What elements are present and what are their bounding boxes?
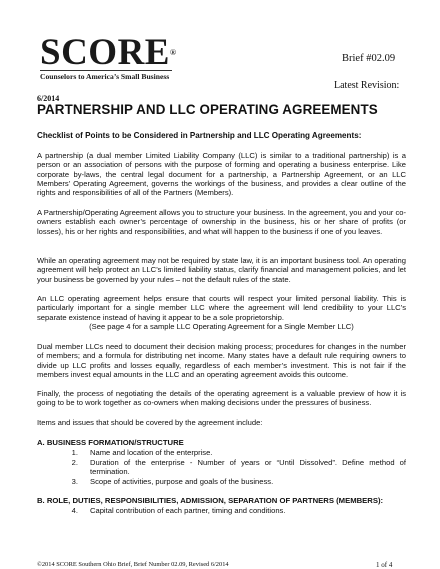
paragraph-partnership-definition: A partnership (a dual member Limited Liability Company (LLC) is similar to a traditional partnership) is a person or an association of persons with the purpose of forming and operating a business enterprise. Like corporate by-laws, the central legal document for a partnership, a Partnership Agreement, or an LLC Members’ Operating Agreement, governs the workings of the business, and provides a clear outline of the rights and responsibilities of all of the Partners (Members). [37,151,406,198]
logo-wordmark: SCORE [40,32,170,73]
list-item-text: Duration of the enterprise - Number of years or “Until Dissolved”. Define method of termination. [90,458,406,477]
paragraph-items-intro: Items and issues that should be covered by the agreement include: [37,418,263,427]
section-a-heading: A. BUSINESS FORMATION/STRUCTURE [37,438,184,447]
list-item-number: 3. [71,477,78,486]
list-item-number: 1. [71,448,78,457]
latest-revision-label: Latest Revision: [334,80,400,91]
page-title: PARTNERSHIP AND LLC OPERATING AGREEMENTS [37,102,378,117]
list-item-text: Name and location of the enterprise. [90,448,213,457]
logo-tagline: Counselors to America’s Small Business [40,70,172,81]
registered-mark: ® [169,48,177,57]
paragraph-limited-liability: An LLC operating agreement helps ensure that courts will respect your limited personal liability. This is particularly important for a single member LLC where the agreement will lend credibility to your LLC’s separate existence instead of having it appear to be a sole proprietorship. [37,294,406,322]
document-date: 6/2014 [37,94,60,103]
list-item-text: Scope of activities, purpose and goals of the business. [90,477,274,486]
paragraph-dual-member: Dual member LLCs need to document their decision making process; procedures for changes in the number of members; and a formula for distributing net income. Many states have a default rule requiring owners to divide up LLC profits and losses equally, regardless of each member’s investment. This is not fair if the members invest equal amounts in the LLC and an operating agreement avoids this outcome. [37,342,406,379]
page-number: 1 of 4 [376,561,393,569]
checklist-subheading: Checklist of Points to be Considered in Partnership and LLC Operating Agreements: [37,131,362,140]
paragraph-state-law: While an operating agreement may not be required by state law, it is an important business tool. An operating agreement will help protect an LLC’s limited liability status, clarify financial and management policies, and let your business be governed by your rules – not the default rules of the state. [37,256,406,284]
paragraph-negotiation: Finally, the process of negotiating the details of the operating agreement is a valuable preview of how it is going to be to work together as co-owners when making decisions under the pressures of business. [37,389,406,408]
section-b-heading: B. ROLE, DUTIES, RESPONSIBILITIES, ADMISSION, SEPARATION OF PARTNERS (MEMBERS): [37,496,384,505]
see-page-note: (See page 4 for a sample LLC Operating Agreement for a Single Member LLC) [89,322,354,331]
list-item-number: 2. [71,458,78,467]
paragraph-agreement-structure: A Partnership/Operating Agreement allows you to structure your business. In the agreement, you and your co-owners establish each owner’s percentage of ownership in the business, his or her share of profits (or losses), his or her rights and responsibilities, and what will happen to the business if one of you leaves. [37,208,406,236]
list-item-number: 4. [71,506,78,515]
list-item-text: Capital contribution of each partner, timing and conditions. [90,506,286,515]
footer-copyright: ©2014 SCORE Southern Ohio Brief, Brief Number 02.09, Revised 6/2014 [37,561,229,568]
score-logo [40,32,190,86]
brief-number: Brief #02.09 [342,53,396,64]
